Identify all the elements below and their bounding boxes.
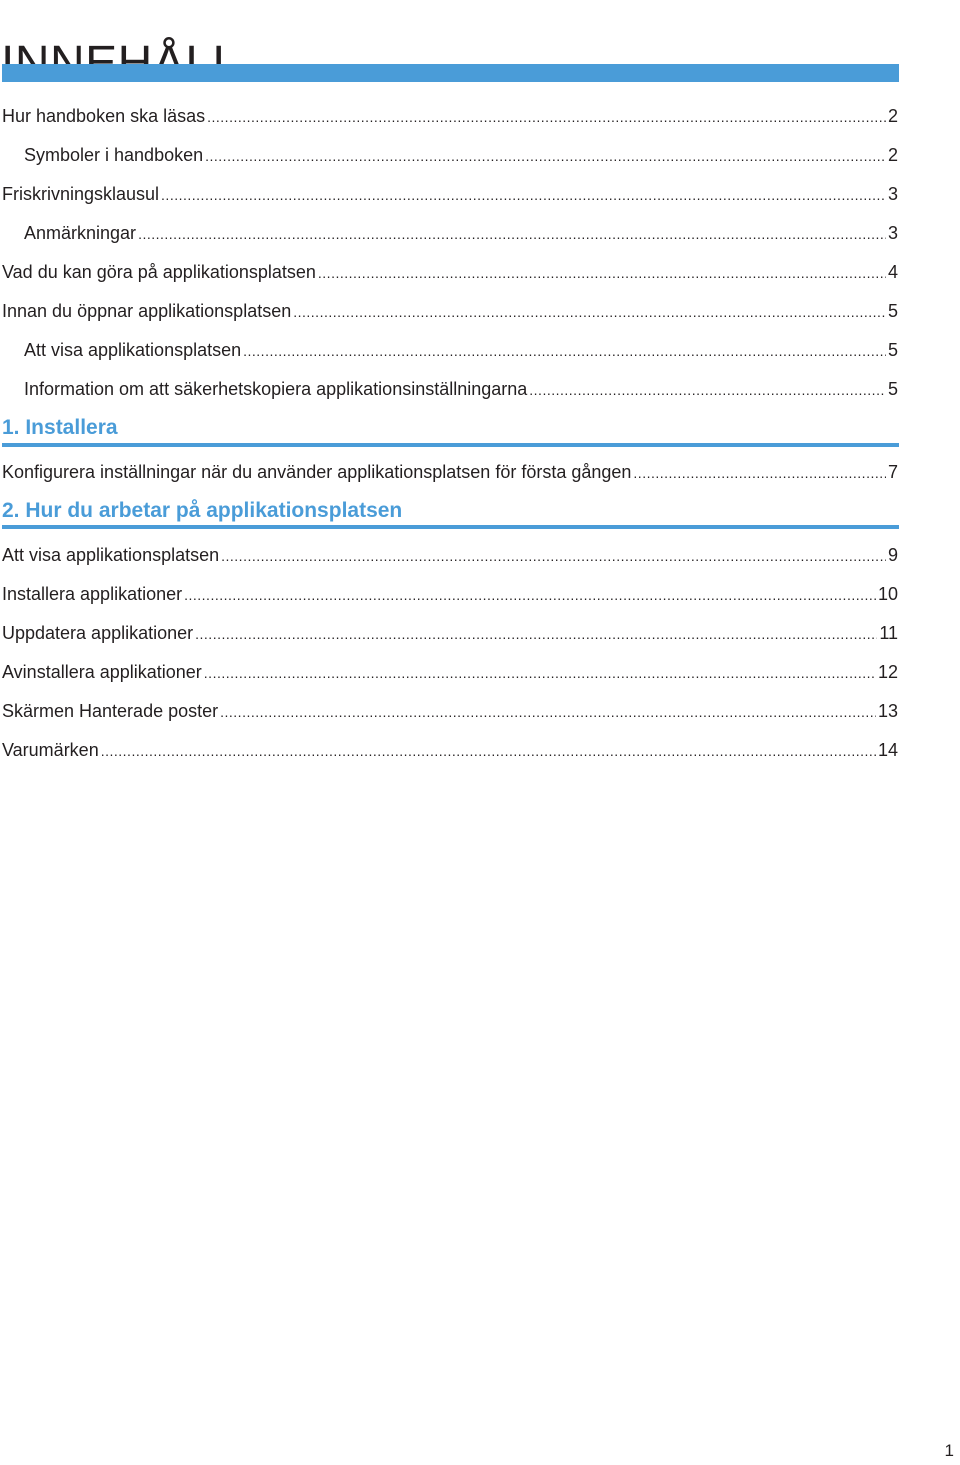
dot-leader xyxy=(220,700,876,724)
toc-entry-label: Anmärkningar xyxy=(24,223,137,243)
toc-entry-page: 14 xyxy=(877,740,898,760)
toc-entry-page: 9 xyxy=(887,545,898,565)
toc-entry-hur-handboken-ska-lasas[interactable] xyxy=(2,104,898,128)
toc-entry-label: Installera applikationer xyxy=(2,584,183,604)
dot-leader xyxy=(205,144,886,168)
chapter-rule xyxy=(2,443,899,447)
toc-entry-skarmen-hanterade-poster[interactable] xyxy=(2,699,898,723)
toc-entry-att-visa-applikationsplatsen[interactable] xyxy=(24,338,898,362)
dot-leader xyxy=(207,105,886,129)
toc-entry-label: Konfigurera inställningar när du använder applikationsplatsen för första gången xyxy=(2,462,632,482)
chapter-heading-installera[interactable]: 1. Installera xyxy=(2,416,118,439)
dot-leader xyxy=(138,222,886,246)
toc-entry-symboler-i-handboken[interactable] xyxy=(24,143,898,167)
toc-entry-label: Uppdatera applikationer xyxy=(2,623,194,643)
toc-entry-avinstallera-applikationer[interactable] xyxy=(2,660,898,684)
toc-entry-page: 3 xyxy=(887,184,898,204)
dot-leader xyxy=(243,339,886,363)
dot-leader xyxy=(633,461,886,485)
toc-entry-innan-du-oppnar[interactable] xyxy=(2,299,898,323)
toc-entry-label: Skärmen Hanterade poster xyxy=(2,701,219,721)
dot-leader xyxy=(184,583,876,607)
page-number: 1 xyxy=(944,1441,954,1460)
toc-entry-page: 11 xyxy=(879,623,898,643)
dot-leader xyxy=(101,739,876,763)
toc-entry-page: 2 xyxy=(887,106,898,126)
toc-entry-label: Innan du öppnar applikationsplatsen xyxy=(2,301,292,321)
toc-entry-label: Symboler i handboken xyxy=(24,145,204,165)
toc-entry-page: 7 xyxy=(887,462,898,482)
toc-entry-konfigurera-installningar[interactable] xyxy=(2,460,898,484)
toc-entry-page: 5 xyxy=(887,379,898,399)
dot-leader xyxy=(221,544,886,568)
toc-entry-vad-du-kan-gora[interactable] xyxy=(2,260,898,284)
toc-entry-label: Varumärken xyxy=(2,740,99,760)
dot-leader xyxy=(293,300,886,324)
toc-entry-installera-applikationer[interactable] xyxy=(2,582,898,606)
dot-leader xyxy=(161,183,886,207)
toc-entry-varumarken[interactable] xyxy=(2,738,898,762)
toc-entry-page: 5 xyxy=(887,301,898,321)
toc-entry-att-visa-applikationsplatsen-2[interactable] xyxy=(2,543,898,567)
dot-leader xyxy=(195,622,877,646)
toc-entry-page: 13 xyxy=(877,701,898,721)
toc-entry-uppdatera-applikationer[interactable] xyxy=(2,621,898,645)
dot-leader xyxy=(529,378,886,402)
toc-entry-page: 3 xyxy=(887,223,898,243)
toc-entry-page: 4 xyxy=(887,262,898,282)
chapter-heading-hur-du-arbetar[interactable]: 2. Hur du arbetar på applikationsplatsen xyxy=(2,499,403,522)
toc-entry-page: 12 xyxy=(877,662,898,682)
toc-entry-anmarkningar[interactable] xyxy=(24,221,898,245)
toc-entry-label: Friskrivningsklausul xyxy=(2,184,160,204)
toc-entry-label: Att visa applikationsplatsen xyxy=(24,340,242,360)
toc-entry-page: 10 xyxy=(877,584,898,604)
chapter-rule xyxy=(2,525,899,529)
toc-entry-friskrivningsklausul[interactable] xyxy=(2,182,898,206)
dot-leader xyxy=(204,661,876,685)
toc-entry-label: Information om att säkerhetskopiera applikationsinställningarna xyxy=(24,379,528,399)
toc-entry-page: 2 xyxy=(887,145,898,165)
toc-entry-information-sakerhetskopiera[interactable] xyxy=(24,377,898,401)
toc-entry-label: Vad du kan göra på applikationsplatsen xyxy=(2,262,316,282)
toc-entry-label: Att visa applikationsplatsen xyxy=(2,545,220,565)
toc-entry-page: 5 xyxy=(887,340,898,360)
dot-leader xyxy=(318,261,886,285)
toc-entry-label: Hur handboken ska läsas xyxy=(2,106,206,126)
toc-entry-label: Avinstallera applikationer xyxy=(2,662,202,682)
title-rule xyxy=(2,64,899,82)
